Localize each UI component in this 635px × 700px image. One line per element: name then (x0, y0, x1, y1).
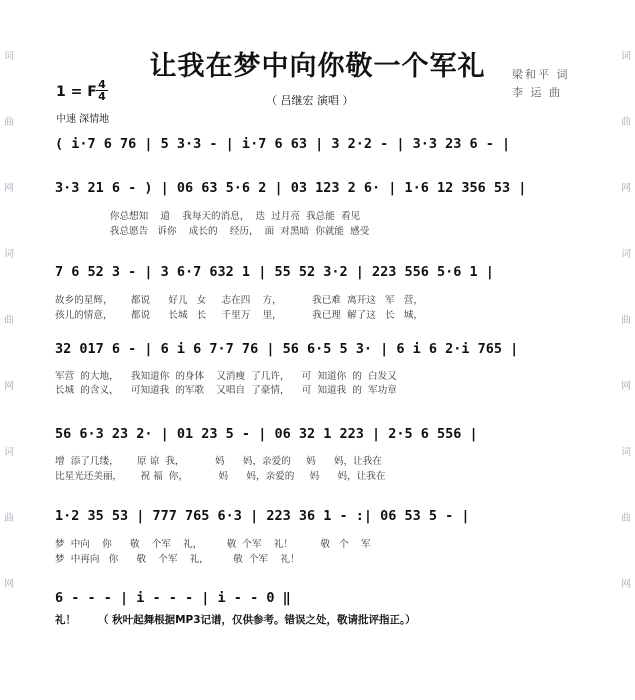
lyric-line-4a: 军营 的大地， 我知道你 的身体 又消瘦 了几许， 可 知道你 的 白发又 (55, 371, 397, 382)
notation-line-1: ( i·7 6 76 | 5 3·3 - | i·7 6 63 | 3 2·2 - | 3·3 23 6 - | (55, 136, 511, 152)
lyric-line-6a: 梦 中向 你 敬 个军 礼， 敬 个军 礼！ 敬 个 军 (55, 539, 371, 550)
footer (55, 612, 416, 627)
notation-line-2: 3·3 21 6 - ) | 06 63 5·6 2 | 03 123 2 6· | 1·6 12 356 53 | (55, 180, 527, 196)
transcriber-note: （ 秋叶起舞根据MP3记谱，仅供参考。错误之处，敬请批评指正。） (97, 614, 416, 626)
key-signature: 1 = F (56, 84, 97, 100)
notation-line-6: 1·2 35 53 | 777 765 6·3 | 223 36 1 - :| 06 53 5 - | (55, 508, 470, 524)
time-top: 4 (98, 78, 106, 91)
watermark-left: 词 曲 网 词 曲 网 词 曲 网 (4, 51, 14, 590)
time-signature (96, 80, 108, 101)
lyricist-credit: 梁和平 词 (512, 68, 570, 81)
lyric-line-5a: 增 添了几缕， 原 谅 我， 妈 妈，亲爱的 妈 妈，让我在 (55, 456, 382, 467)
watermark-right: 词 曲 网 词 曲 网 词 曲 网 (621, 51, 631, 590)
lyric-line-3a: 故乡的星辉， 都说 好儿 女 志在四 方， 我已难 离开这 军 营， (55, 295, 423, 306)
time-bottom: 4 (98, 90, 106, 103)
composer-credit: 李 运 曲 (512, 86, 562, 99)
lyric-line-5b: 比星光还美丽， 祝 福 你， 妈 妈，亲爱的 妈 妈，让我在 (55, 471, 386, 482)
lyric-line-2a: 你总想知 道 我每天的消息， 迭 过月亮 我总能 看见 (55, 211, 361, 222)
lyric-line-6b: 梦 中再向 你 敬 个军 礼， 敬 个军 礼！ (55, 554, 300, 565)
lyric-line-4b: 长城 的含义， 可知道我 的军歌 又唱自 了豪情， 可 知道我 的 军功章 (55, 385, 397, 396)
singer-credit: （ 吕继宏 演唱 ） (266, 94, 354, 107)
footer-lyric: 礼！ (55, 614, 76, 626)
notation-line-3: 7 6 52 3 - | 3 6·7 632 1 | 55 52 3·2 | 223 556 5·6 1 | (55, 264, 494, 280)
notation-line-7: 6 - - - | i - - - | i - - 0 ‖ (55, 590, 291, 606)
notation-line-4: 32 017 6 - | 6 i 6 7·7 76 | 56 6·5 5 3· | 6 i 6 2·i 765 | (55, 341, 519, 357)
song-title: 让我在梦中向你敬一个军礼 (149, 51, 486, 82)
lyric-line-2b: 我总愿告 诉你 成长的 经历， 面 对黑暗 你就能 感受 (55, 226, 370, 237)
tempo-marking: 中速 深情地 (56, 114, 110, 125)
lyric-line-3b: 孩儿的情意， 都说 长城 长 千里万 里， 我已理 解了这 长 城， (55, 310, 423, 321)
notation-line-5: 56 6·3 23 2· | 01 23 5 - | 06 32 1 223 | 2·5 6 556 | (55, 426, 478, 442)
